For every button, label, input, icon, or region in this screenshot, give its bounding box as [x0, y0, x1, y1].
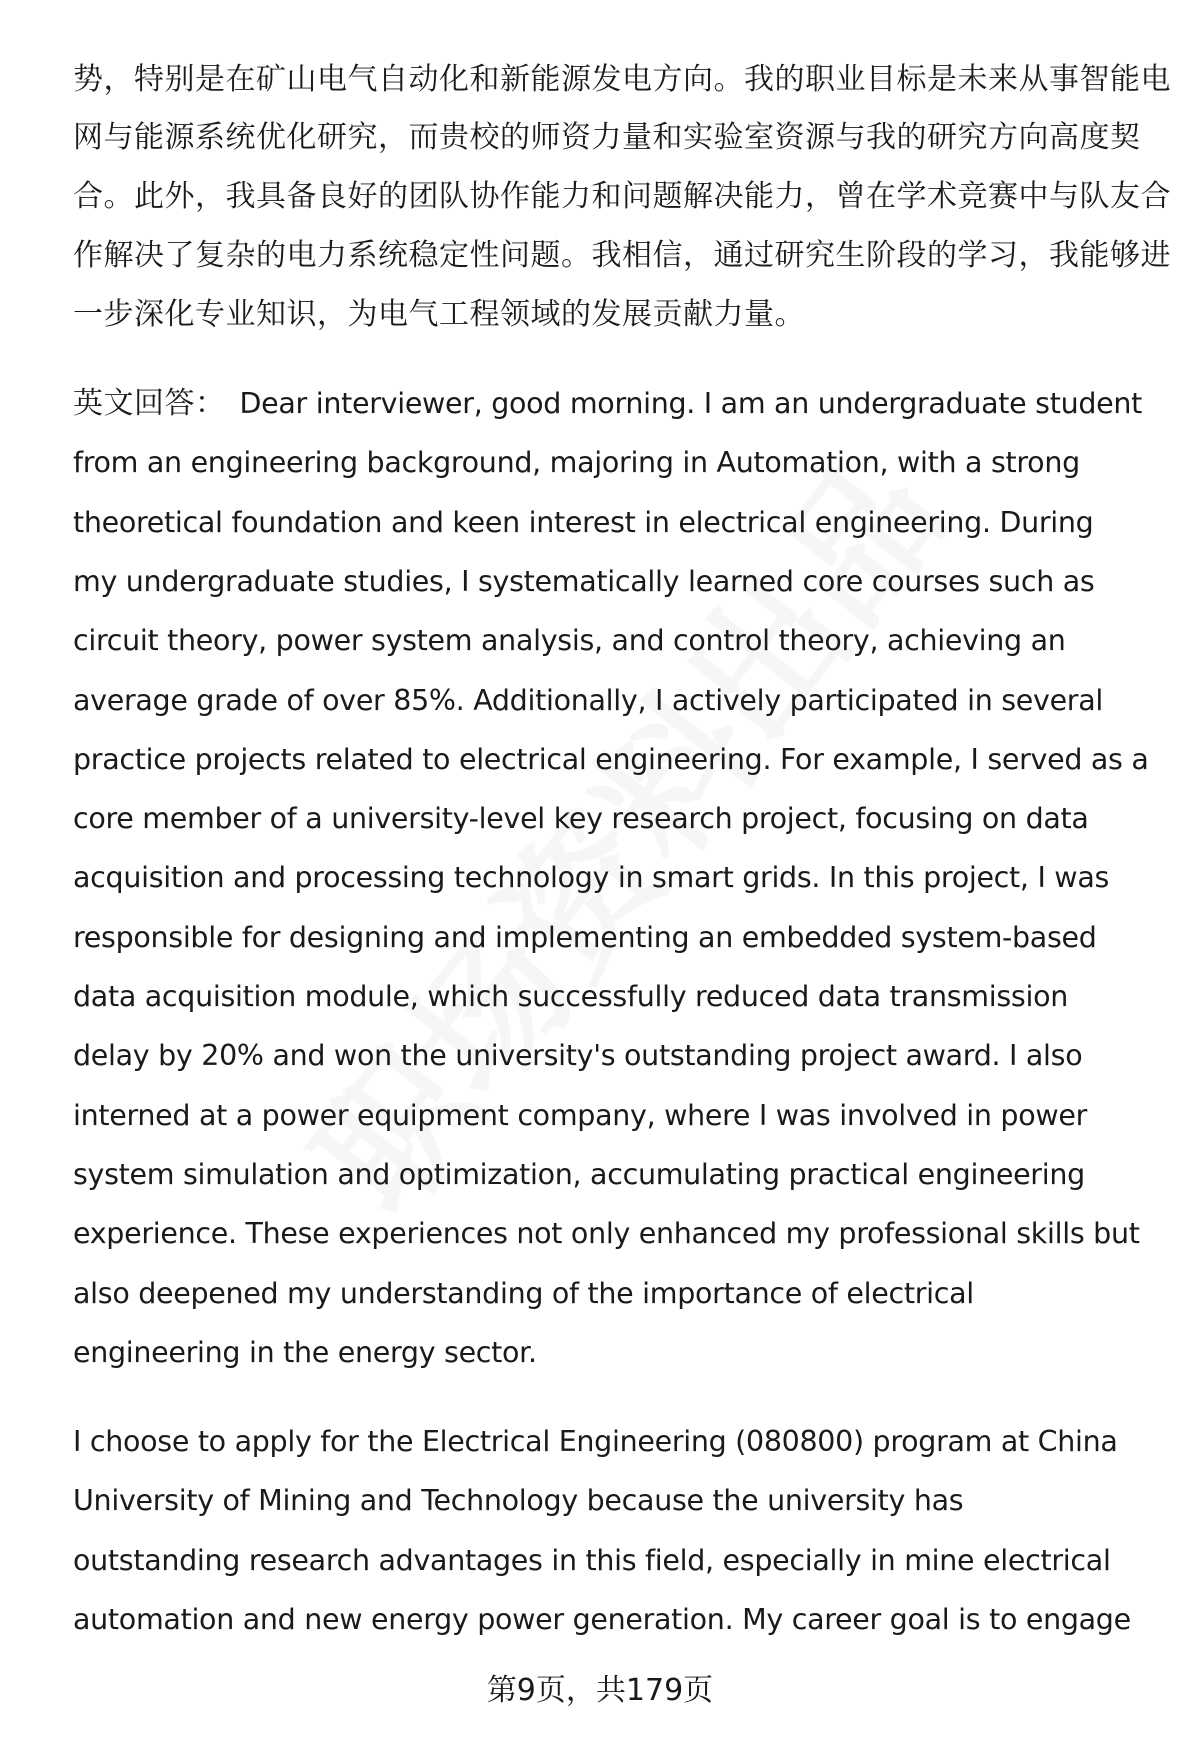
text-line: University of Mining and Technology because the university has	[73, 1484, 964, 1518]
text-line: average grade of over 85%. Additionally, I actively participated in several	[73, 683, 1103, 717]
text-line: acquisition and processing technology in smart grids. In this project, I was	[73, 861, 1110, 895]
text-line: from an engineering background, majoring in Automation, with a strong	[73, 446, 1080, 480]
text-line: delay by 20% and won the university's outstanding project award. I also	[73, 1039, 1083, 1073]
text-line: also deepened my understanding of the importance of electrical	[73, 1276, 974, 1310]
text-line: engineering in the energy sector.	[73, 1335, 537, 1369]
text-line: Dear interviewer, good morning. I am an undergraduate student	[239, 387, 1143, 420]
text-line: 作解决了复杂的电力系统稳定性问题。我相信，通过研究生阶段的学习，我能够进	[73, 238, 1171, 273]
text-line: responsible for designing and implementing an embedded system-based	[73, 920, 1097, 954]
text-line: 势，特别是在矿山电气自动化和新能源发电方向。我的职业目标是未来从事智能电	[73, 62, 1171, 97]
english-answer-label: 英文回答：	[73, 386, 226, 421]
text-line: 合。此外，我具备良好的团队协作能力和问题解决能力，曾在学术竞赛中与队友合	[73, 179, 1171, 214]
text-line: my undergraduate studies, I systematically learned core courses such as	[73, 564, 1095, 598]
text-line: outstanding research advantages in this field, especially in mine electrical	[73, 1543, 1111, 1577]
text-line: automation and new energy power generation. My career goal is to engage	[73, 1602, 1131, 1636]
text-line: 网与能源系统优化研究，而贵校的师资力量和实验室资源与我的研究方向高度契	[73, 120, 1141, 155]
text-line: data acquisition module, which successfully reduced data transmission	[73, 980, 1068, 1013]
text-line: circuit theory, power system analysis, and control theory, achieving an	[73, 624, 1066, 658]
text-line: practice projects related to electrical engineering. For example, I served as a	[73, 742, 1149, 776]
text-line: theoretical foundation and keen interest in electrical engineering. During	[73, 505, 1094, 539]
text-line: interned at a power equipment company, where I was involved in power	[73, 1098, 1088, 1132]
text-line: experience. These experiences not only enhanced my professional skills but	[73, 1217, 1140, 1251]
text-line: core member of a university-level key research project, focusing on data	[73, 802, 1089, 836]
page-number: 第9页，共179页	[486, 1673, 714, 1708]
text-line: system simulation and optimization, accumulating practical engineering	[73, 1157, 1085, 1191]
text-line: I choose to apply for the Electrical Engineering (080800) program at China	[73, 1425, 1118, 1458]
text-line: 一步深化专业知识，为电气工程领域的发展贡献力量。	[73, 297, 805, 332]
